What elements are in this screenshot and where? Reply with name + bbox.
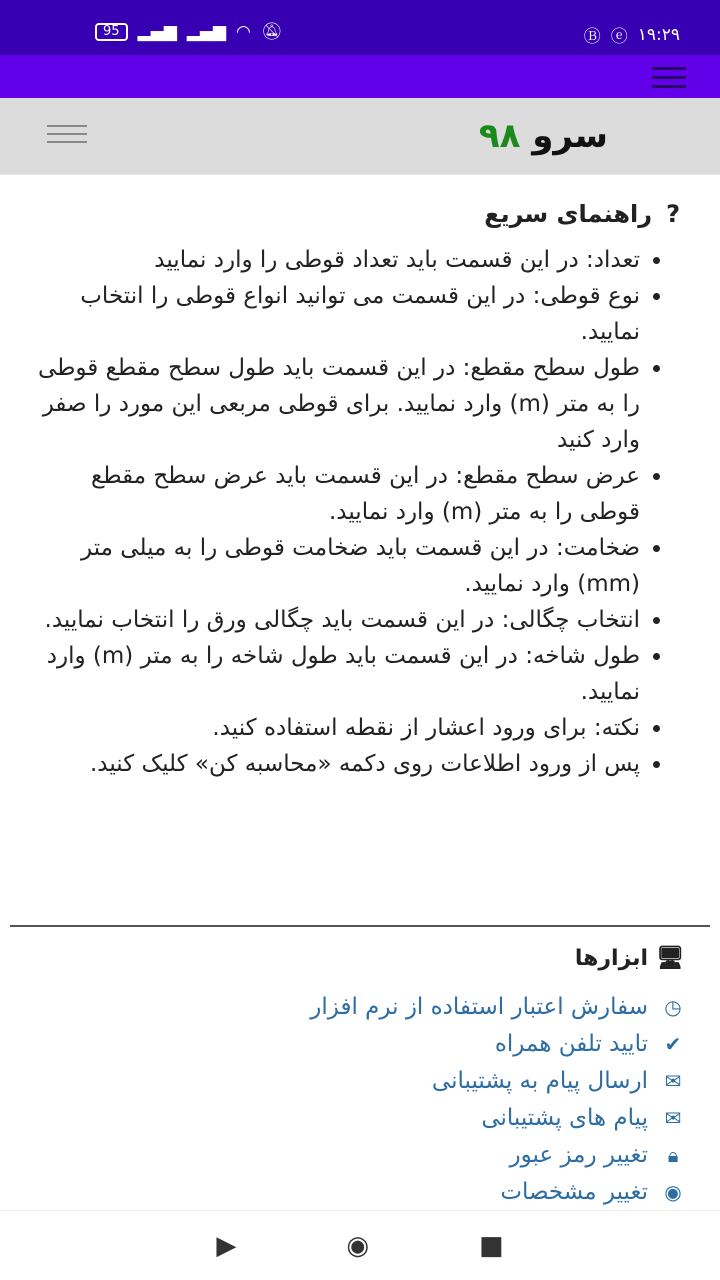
site-header bbox=[0, 98, 720, 175]
wifi-icon: ◠ bbox=[236, 22, 251, 42]
brand-logo[interactable]: سرو ۹۸ bbox=[478, 116, 608, 156]
link-change-password[interactable]: 🔒︎ تغییر رمز عبور bbox=[24, 1136, 684, 1173]
menu-icon[interactable] bbox=[652, 67, 686, 88]
notification-b-icon: Ⓑ bbox=[583, 27, 601, 47]
quick-guide bbox=[37, 200, 680, 782]
signal-icon: ▂▄▆ bbox=[186, 22, 227, 42]
hamburger-menu-button[interactable] bbox=[47, 125, 87, 143]
battery-indicator: 95 bbox=[95, 23, 128, 41]
list-item: • نوع قوطی: در این قسمت می توانید انواع قوطی را انتخاب نمایید. bbox=[30, 278, 640, 350]
envelope-icon: ✉ bbox=[664, 1068, 682, 1093]
list-item: • پس از ورود اطلاعات روی دکمه «محاسبه کن» کلیک کنید. bbox=[30, 746, 640, 782]
list-item: • ضخامت: در این قسمت باید ضخامت قوطی را به میلی متر (mm) وارد نمایید. bbox=[30, 530, 640, 602]
tools-title: ابزارها bbox=[574, 945, 649, 971]
list-item: • طول سطح مقطع: در این قسمت باید طول سطح مقطع قوطی را به متر (m) وارد نمایید. برای قوطی مربعی این مورد را صفر وارد کنید bbox=[30, 350, 640, 458]
question-icon: ? bbox=[666, 200, 680, 228]
guide-list bbox=[30, 242, 680, 782]
list-item: • نکته: برای ورود اعشار از نقطه استفاده کنید. bbox=[30, 710, 640, 746]
link-send-support-message[interactable]: ✉ ارسال پیام به پشتیبانی bbox=[24, 1062, 684, 1099]
guide-title: راهنمای سریع bbox=[484, 200, 653, 228]
bell-off-icon: 🔕︎ bbox=[260, 22, 283, 42]
envelope-outline-icon: ✉︎ bbox=[664, 1105, 682, 1130]
clock-time: ۱۹:۲۹ bbox=[637, 24, 680, 45]
monitor-icon: 🖥︎ bbox=[656, 945, 684, 971]
link-support-messages[interactable]: ✉︎ پیام های پشتیبانی bbox=[24, 1099, 684, 1136]
recents-button[interactable]: ■ bbox=[479, 1230, 504, 1261]
user-circle-icon: ◉ bbox=[664, 1179, 682, 1204]
signal-icon: ▂▄▆ bbox=[137, 22, 177, 42]
list-item: • عرض سطح مقطع: در این قسمت باید عرض سطح مقطع قوطی را به متر (m) وارد نمایید. bbox=[30, 458, 640, 530]
lock-icon: 🔒︎ bbox=[667, 1142, 679, 1167]
list-item: • تعداد: در این قسمت باید تعداد قوطی را وارد نمایید bbox=[30, 242, 640, 278]
check-circle-icon: ✔ bbox=[664, 1031, 682, 1056]
divider bbox=[10, 925, 710, 927]
link-edit-profile[interactable]: ◉ تغییر مشخصات bbox=[24, 1173, 684, 1210]
clock-icon: ◷ bbox=[664, 994, 682, 1019]
status-bar bbox=[0, 0, 720, 55]
home-button[interactable]: ◉ bbox=[346, 1230, 370, 1261]
list-item: • طول شاخه: در این قسمت باید طول شاخه را به متر (m) وارد نمایید. bbox=[30, 638, 640, 710]
notification-e-icon: ⓔ bbox=[610, 27, 628, 47]
link-verify-phone[interactable]: ✔ تایید تلفن همراه bbox=[24, 1025, 684, 1062]
app-bar bbox=[0, 55, 720, 98]
system-nav-bar bbox=[0, 1210, 720, 1280]
tools-section bbox=[24, 940, 684, 1210]
list-item: • انتخاب چگالی: در این قسمت باید چگالی ورق را انتخاب نمایید. bbox=[30, 602, 640, 638]
back-button[interactable]: ▶ bbox=[216, 1230, 237, 1261]
link-order-credit[interactable]: ◷ سفارش اعتبار استفاده از نرم افزار bbox=[24, 988, 684, 1025]
